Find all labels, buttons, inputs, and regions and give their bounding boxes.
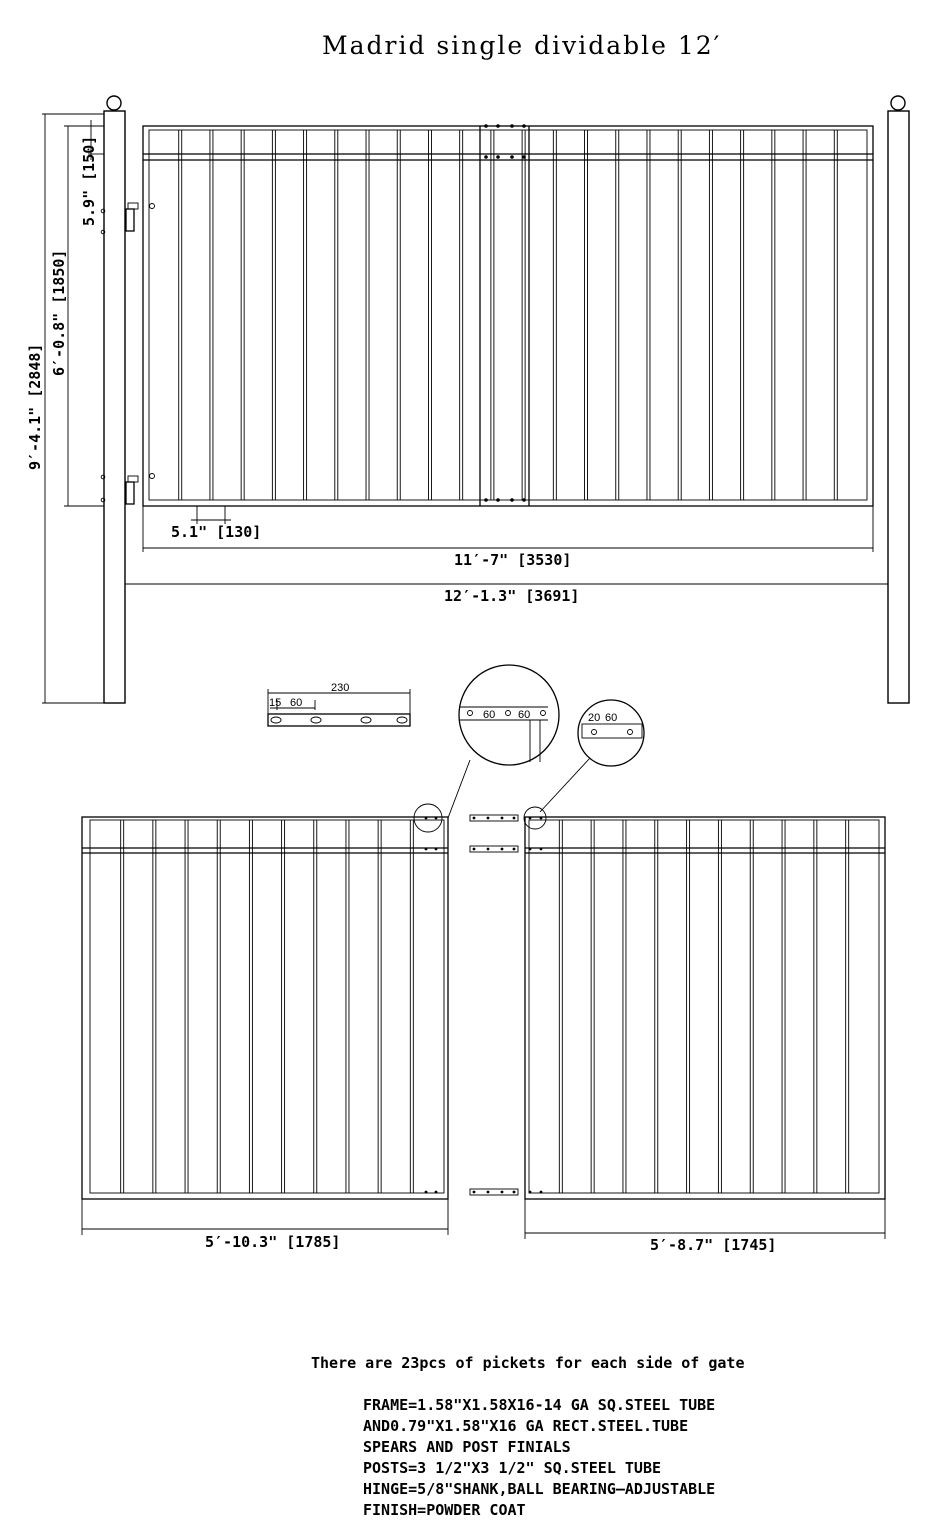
spec-line: SPEARS AND POST FINIALS: [363, 1438, 571, 1456]
bolt: [513, 848, 516, 851]
spec-line: FINISH=POWDER COAT: [363, 1501, 526, 1519]
spec-list: [363, 1396, 715, 1519]
bolt: [496, 124, 500, 128]
bolt: [484, 124, 488, 128]
left-post: [104, 96, 125, 703]
gate-width-label: 11′-7" [3530]: [454, 551, 572, 569]
plate-length-label: 230: [331, 682, 350, 694]
bolt: [473, 817, 476, 820]
bolt: [425, 848, 428, 851]
left-detail-b: 60: [518, 709, 531, 721]
connector-plate: [470, 815, 518, 821]
gate-pickets: [179, 130, 838, 500]
bolt: [487, 1191, 490, 1194]
spec-line: HINGE=5/8"SHANK,BALL BEARING—ADJUSTABLE: [363, 1480, 716, 1498]
right-leaf-pickets: [559, 820, 848, 1193]
bolt: [513, 1191, 516, 1194]
bolt: [435, 848, 438, 851]
spec-line: AND0.79"X1.58"X16 GA RECT.STEEL.TUBE: [363, 1417, 689, 1435]
bolt: [501, 848, 504, 851]
bolt: [522, 498, 526, 502]
height-dimensions: [26, 114, 104, 703]
bottom-clearance-label: 5.1" [130]: [171, 523, 262, 541]
bolt: [513, 817, 516, 820]
bolt: [473, 848, 476, 851]
split-joint: [480, 124, 529, 506]
right-post-finial: [891, 96, 905, 110]
gate-frame: [143, 124, 873, 506]
top-elevation: [26, 96, 909, 703]
bolt: [501, 1191, 504, 1194]
bolt: [522, 124, 526, 128]
spec-line: POSTS=3 1/2"X3 1/2" SQ.STEEL TUBE: [363, 1459, 662, 1477]
plate-edge-label: 15: [269, 697, 282, 709]
right-post-body: [888, 111, 909, 703]
bolt: [425, 1191, 428, 1194]
connector-plate-detail: [268, 682, 410, 726]
spec-line: FRAME=1.58"X1.58X16-14 GA SQ.STEEL TUBE: [363, 1396, 716, 1414]
opening-width-label: 12′-1.3" [3691]: [444, 587, 580, 605]
bolt: [501, 817, 504, 820]
bolt: [496, 155, 500, 159]
pickets-note: There are 23pcs of pickets for each side of gate: [311, 1354, 745, 1372]
right-leaf-width-label: 5′-8.7" [1745]: [650, 1236, 777, 1254]
bolt: [510, 124, 514, 128]
left-circle-detail: [448, 665, 559, 818]
bolt: [510, 155, 514, 159]
right-detail-b: 60: [605, 712, 618, 724]
left-leaf-width-label: 5′-10.3" [1785]: [205, 1233, 341, 1251]
bolt: [484, 498, 488, 502]
right-gate-leaf: [524, 807, 885, 1254]
left-detail-a: 60: [483, 709, 496, 721]
right-circle-detail: [540, 700, 644, 812]
right-post: [888, 96, 909, 703]
left-post-body: [104, 111, 125, 703]
left-gate-leaf: [82, 804, 448, 1251]
connector-plate: [470, 1189, 518, 1195]
bolt: [425, 817, 428, 820]
connector-plate: [470, 846, 518, 852]
bolt: [496, 498, 500, 502]
overall-height-label: 9′-4.1" [2848]: [26, 343, 44, 470]
bolt: [487, 848, 490, 851]
plate-spacing-label: 60: [290, 697, 303, 709]
right-detail-a: 20: [588, 712, 601, 724]
bolt: [484, 155, 488, 159]
bolt: [487, 817, 490, 820]
width-dimensions: [125, 506, 888, 605]
gate-height-label: 6′-0.8" [1850]: [50, 249, 68, 376]
left-leaf-pickets: [121, 820, 414, 1193]
bolt: [435, 817, 438, 820]
top-spacing-label: 5.9" [150]: [80, 135, 98, 226]
drawing-title: Madrid single dividable 12′: [322, 31, 722, 60]
bolt: [522, 155, 526, 159]
bolt: [510, 498, 514, 502]
bolt: [435, 1191, 438, 1194]
left-post-finial: [107, 96, 121, 110]
bolt: [473, 1191, 476, 1194]
